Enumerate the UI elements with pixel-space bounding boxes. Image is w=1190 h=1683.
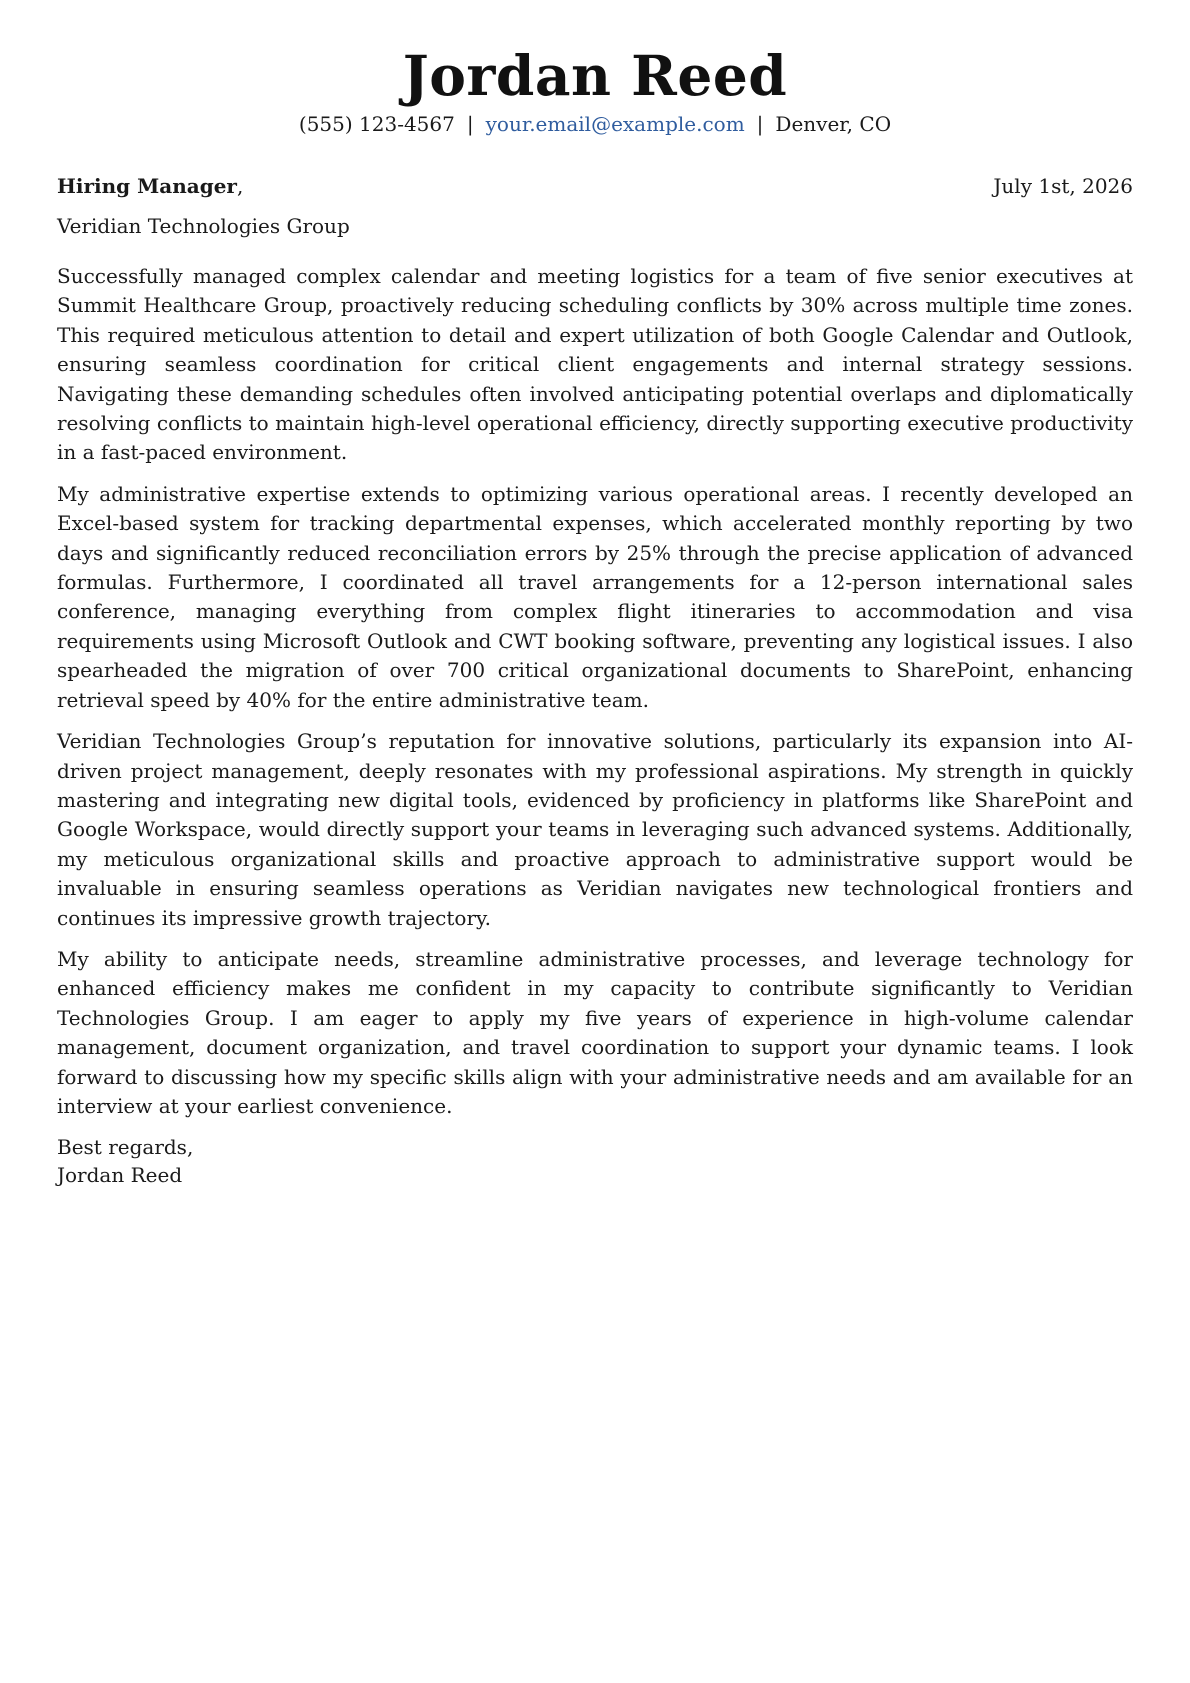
body-paragraph: Veridian Technologies Group’s reputation for innovative solutions, particularly its expansion into AI-driven project management, deeply resonates with my professional aspirations. My strength in quickly mastering and integrating new digital tools, evidenced by proficiency in platforms like SharePoint and Google Workspace, would directly support your teams in leveraging such advanced systems. Additionally, my meticulous organizational skills and proactive approach to administrative support would be invaluable in ensuring seamless operations as Veridian navigates new technological frontiers and continues its impressive growth trajectory.: [57, 729, 1133, 930]
recipient-name: Hiring Manager: [57, 174, 237, 198]
recipient-company: Veridian Technologies Group: [57, 214, 350, 238]
location: Denver, CO: [775, 112, 892, 136]
body-paragraph: My administrative expertise extends to optimizing various operational areas. I recently developed an Excel-based system for tracking departmental expenses, which accelerated monthly reporting by two days and significantly reduced reconciliation errors by 25% through the precise application of advanced formulas. Furthermore, I coordinated all travel arrangements for a 12-person international sales conference, managing everything from complex flight itineraries to accommodation and visa requirements using Microsoft Outlook and CWT booking software, preventing any logistical issues. I also spearheaded the migration of over 700 critical organizational documents to SharePoint, enhancing retrieval speed by 40% for the entire administrative team.: [57, 481, 1133, 712]
body-paragraph: My ability to anticipate needs, streamline administrative processes, and leverage technology for enhanced efficiency makes me confident in my capacity to contribute significantly to Veridian Technologies Group. I am eager to apply my five years of experience in high-volume calendar management, document organization, and travel coordination to support your dynamic teams. I look forward to discussing how my specific skills align with your administrative needs and am available for an interview at your earliest convenience.: [57, 946, 1133, 1118]
letter-closing: [57, 1133, 1133, 1189]
salutation: [57, 172, 243, 200]
applicant-name: Jordan Reed: [402, 43, 788, 108]
phone-number: (555) 123-4567: [298, 112, 455, 136]
recipient-date-row: [57, 172, 1133, 200]
letter-date: July 1st, 2026: [993, 174, 1133, 198]
contact-separator: |: [756, 112, 764, 136]
salutation-punctuation: ,: [236, 174, 244, 198]
contact-line: [57, 110, 1133, 138]
body-paragraph: Successfully managed complex calendar and meeting logistics for a team of five senior executives at Summit Healthcare Group, proactively reducing scheduling conflicts by 30% across multiple time zones. This required meticulous attention to detail and expert utilization of both Google Calendar and Outlook, ensuring seamless coordination for critical client engagements and internal strategy sessions. Navigating these demanding schedules often involved anticipating potential overlaps and diplomatically resolving conflicts to maintain high-level operational efficiency, directly supporting executive productivity in a fast-paced environment.: [57, 264, 1133, 465]
contact-separator: |: [466, 112, 474, 136]
email-link[interactable]: your.email@example.com: [485, 112, 745, 136]
sign-off: Best regards,: [57, 1135, 194, 1160]
signature-name: Jordan Reed: [57, 1163, 183, 1188]
letter-body: [57, 262, 1133, 1121]
